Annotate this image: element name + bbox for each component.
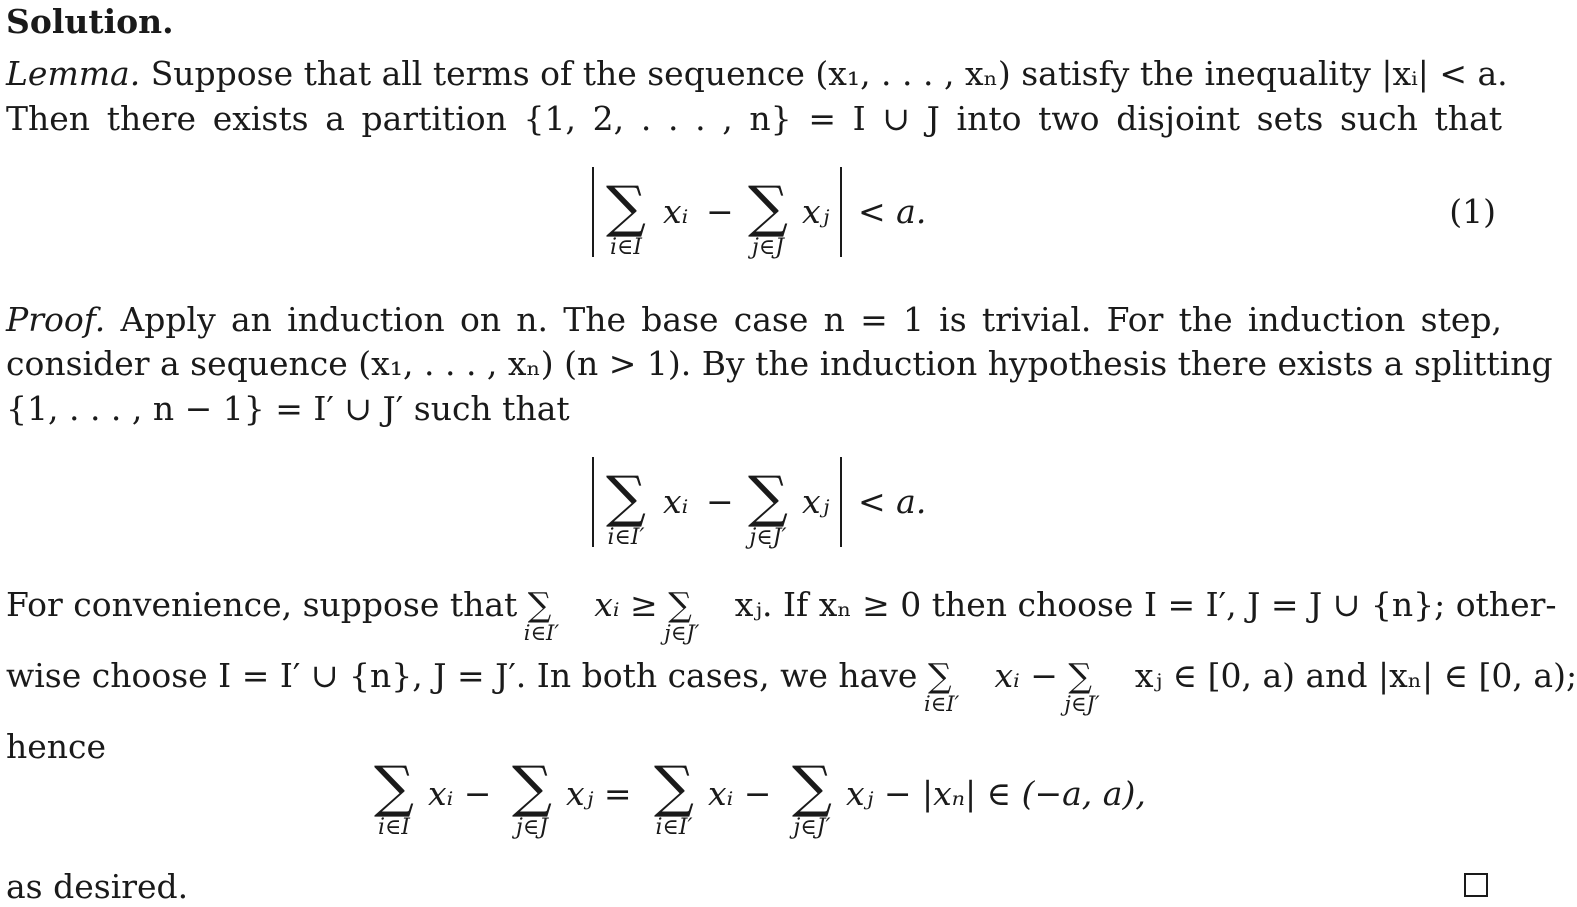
sum-operator: ∑ i∈I	[596, 180, 656, 260]
proof-label: Proof.	[6, 300, 106, 339]
abs-bar-right	[840, 167, 842, 257]
abs-bar-left	[592, 167, 594, 257]
sum-subscript: j∈J′	[749, 525, 787, 550]
minus-sign: −	[706, 482, 734, 521]
abs-bar-left	[592, 457, 594, 547]
eq3-term-4: xⱼ − |xₙ| ∈ (−a, a),	[846, 774, 1146, 813]
sum-subscript: j∈J′	[793, 815, 831, 840]
term-x-i: xᵢ	[663, 482, 689, 521]
inline-sum: ∑ i∈I′	[523, 585, 560, 645]
eq3-term-3: xᵢ −	[708, 774, 772, 813]
sum-operator: ∑ i∈I	[362, 760, 426, 840]
sum-subscript: i∈I′	[655, 815, 693, 840]
para-line-3: hence	[6, 727, 107, 766]
sum-subscript: i∈I′	[607, 525, 645, 550]
term-x-j: xⱼ	[802, 482, 830, 521]
sum-operator: ∑ j∈J′	[736, 470, 800, 550]
solution-page	[6, 0, 1577, 907]
inline-sum: ∑ i∈I′	[923, 656, 960, 716]
equation-rhs: < a.	[858, 192, 927, 231]
proof-text: Apply an induction on n. The base case n = 1 is trivial. For the induction step,	[105, 300, 1502, 339]
qed-box	[1464, 873, 1488, 897]
sum-operator: ∑ i∈I′	[642, 760, 706, 840]
solution-heading: Solution.	[6, 2, 174, 41]
proof-line-3: {1, . . . , n − 1} = I′ ∪ J′ such that	[6, 389, 570, 428]
term-x-j: xⱼ	[802, 192, 830, 231]
sum-operator: ∑ j∈J	[736, 180, 800, 260]
inline-sum: ∑ j∈J′	[664, 585, 700, 645]
lemma-statement: Suppose that all terms of the sequence (x₁, . . . , xₙ) satisfy the inequality |xᵢ| < a.	[140, 54, 1508, 93]
sum-subscript: i∈I	[377, 815, 410, 840]
lemma-label: Lemma.	[6, 54, 141, 93]
sum-subscript: j∈J	[752, 235, 784, 260]
proof-line-2: consider a sequence (x₁, . . . , xₙ) (n > 1). By the induction hypothesis there exists a splitting	[6, 344, 1553, 383]
equation-rhs: < a.	[858, 482, 927, 521]
para-line-2: wise choose I = I′ ∪ {n}, J = J′. In both cases, we have ∑ i∈I′ xᵢ − ∑ j∈J′ xⱼ ∈ [0, a) and |xₙ| ∈ [0, a);	[6, 656, 1577, 716]
abs-bar-right	[840, 457, 842, 547]
inline-sum: ∑ j∈J′	[1064, 656, 1100, 716]
sum-subscript: i∈I	[609, 235, 642, 260]
sum-subscript: j∈J	[516, 815, 548, 840]
term-x-i: xᵢ	[663, 192, 689, 231]
sum-operator: ∑ j∈J	[500, 760, 564, 840]
sum-operator: ∑ i∈I′	[596, 470, 656, 550]
closing-line: as desired.	[6, 867, 189, 906]
eq3-term-2: xⱼ =	[566, 774, 632, 813]
minus-sign: −	[706, 192, 734, 231]
eq3-term-1: xᵢ −	[428, 774, 492, 813]
equation-number: (1)	[1449, 192, 1496, 231]
sum-operator: ∑ j∈J′	[780, 760, 844, 840]
para-line-1: For convenience, suppose that ∑ i∈I′ xᵢ ≥ ∑ j∈J′ xⱼ. If xₙ ≥ 0 then choose I = I′, J = J ∪ {n}; other-	[6, 585, 1557, 645]
lemma-line-1	[6, 54, 1508, 94]
proof-line-1	[6, 300, 1502, 340]
lemma-line-2: Then there exists a partition {1, 2, . . . , n} = I ∪ J into two disjoint sets such that	[6, 99, 1502, 138]
